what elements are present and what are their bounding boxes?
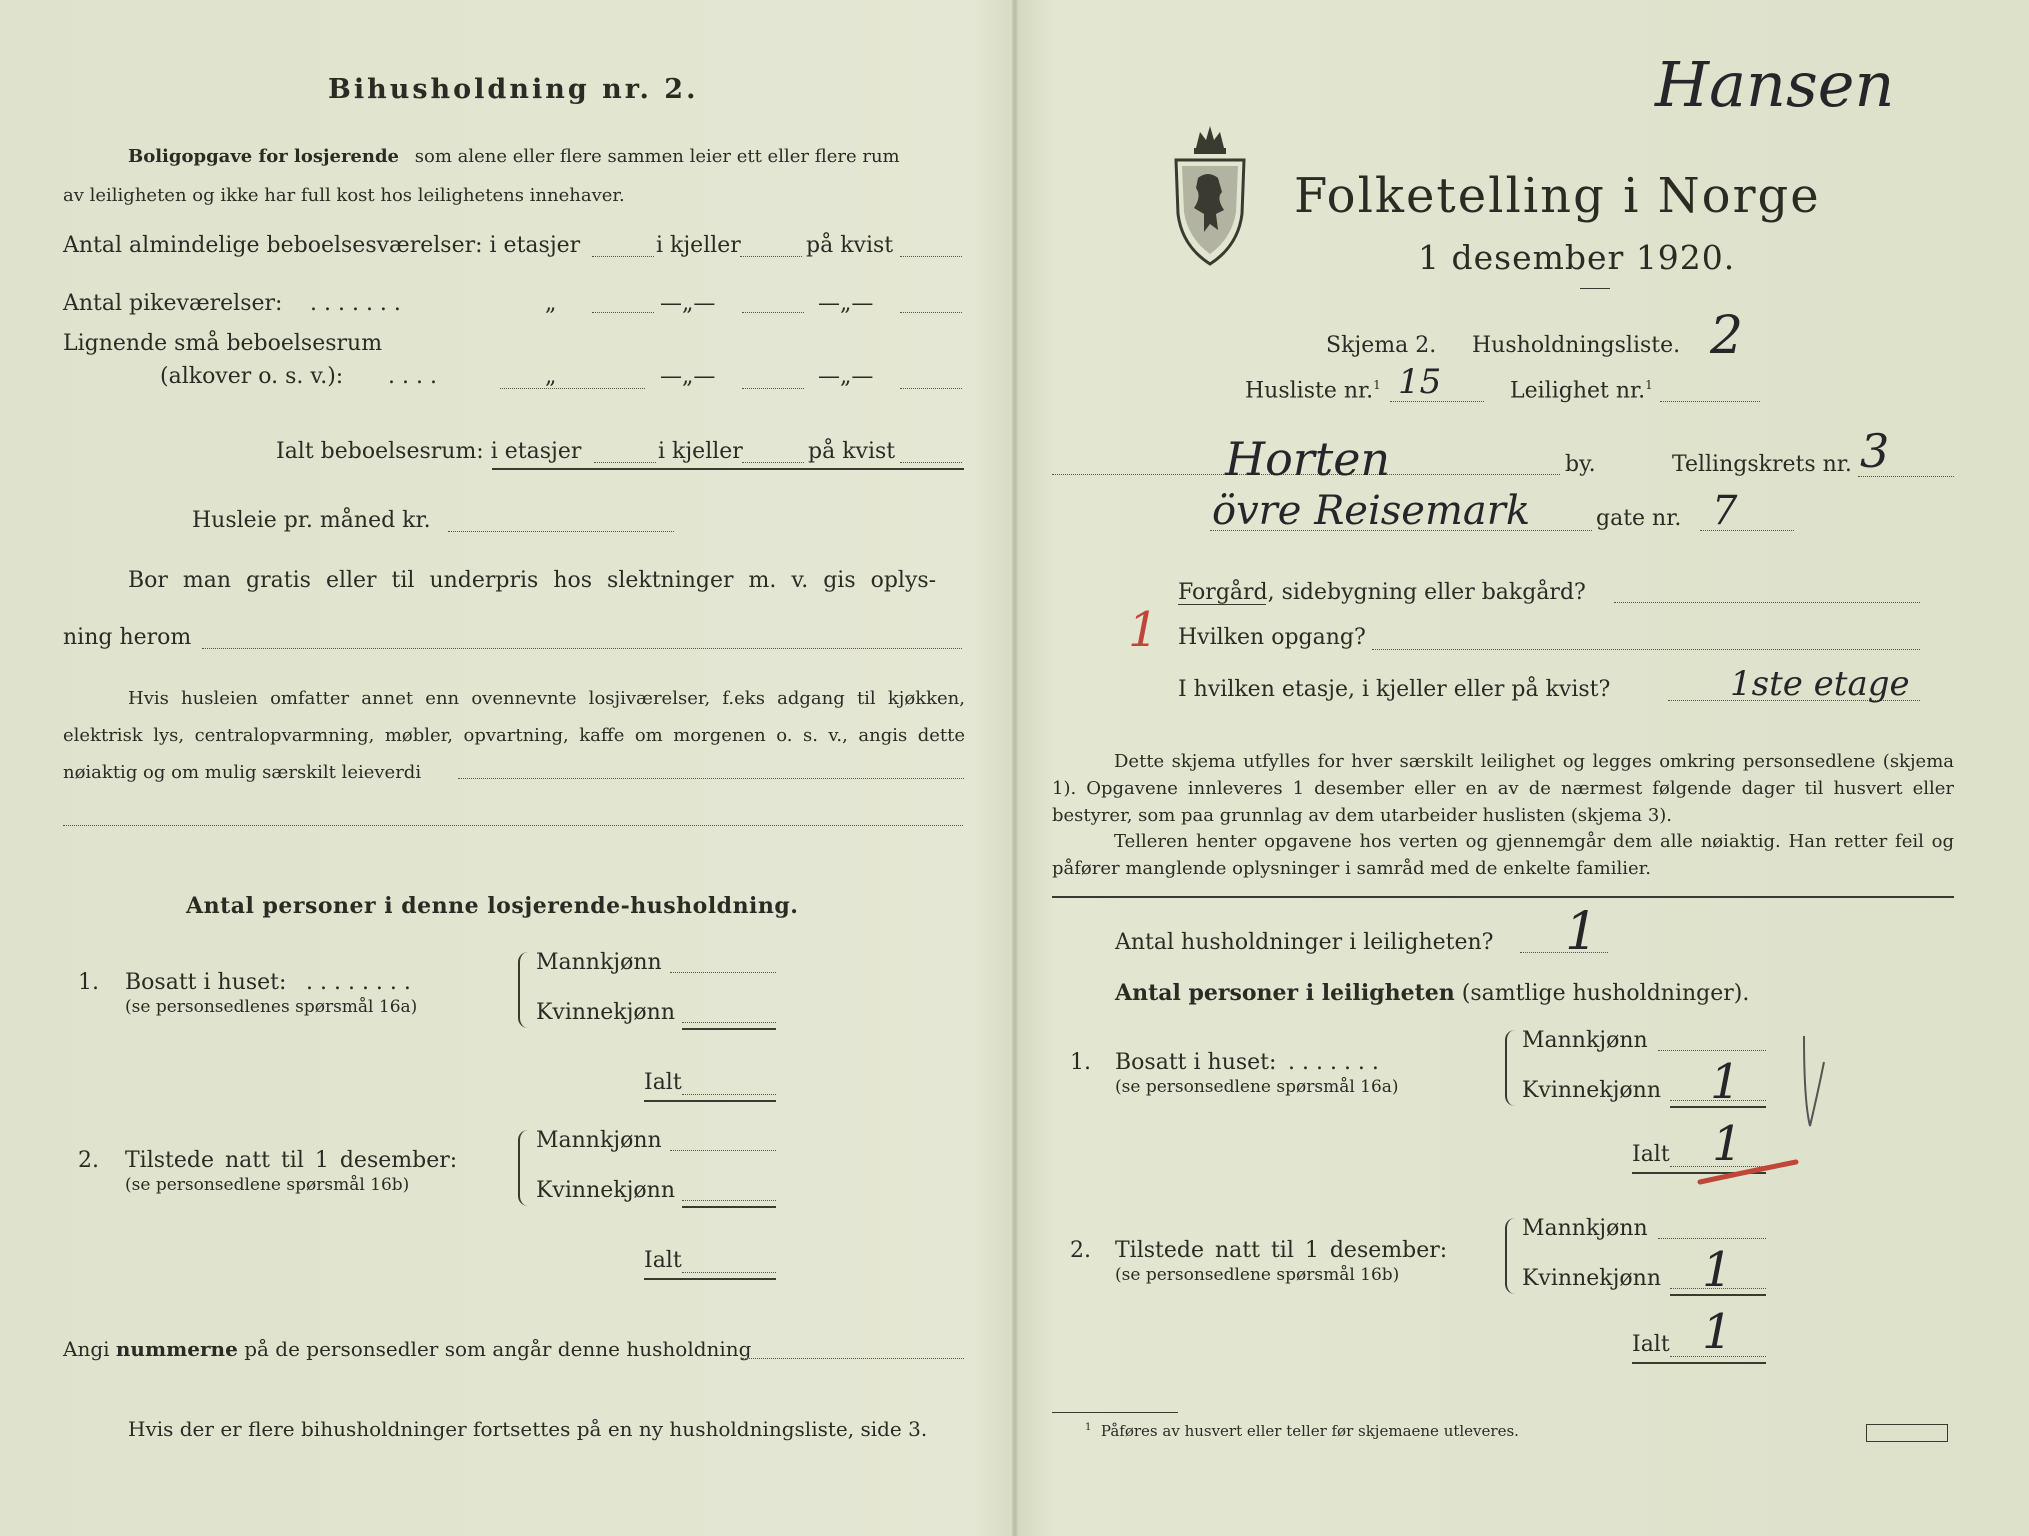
bor-line1: Bor man gratis eller til underpris hos slektninger m. v. gis oplys- (128, 568, 937, 593)
leieverdi-field-2[interactable] (63, 825, 963, 826)
tilstede-brace-left (518, 1130, 530, 1206)
tilstede-label-right: Tilstede natt til 1 desember: (1115, 1238, 1448, 1263)
ialt-rule (492, 468, 964, 470)
alkover-dots: . . . . (388, 364, 437, 389)
handwritten-gate: 7 (1712, 488, 1738, 534)
alkover-kvist-field[interactable] (900, 388, 962, 389)
instructions-1: Dette skjema utfylles for hver særskilt leilighet og legges omkring personsedlene (skjema 1). Opgavene innleveres 1 desember eller en av de nærmest følgende dager til husvert eller bestyrer, som paa grunnlag av dem utarbeider huslisten (skjema 3). (1052, 751, 1954, 826)
ialt-i-kjeller-label: i kjeller (658, 439, 743, 464)
bosatt-kvinne-field-left[interactable] (682, 1022, 776, 1023)
bosatt-dots-right: . . . . . . . (1288, 1050, 1379, 1075)
page-fold (1012, 0, 1018, 1536)
leilighet-field[interactable] (1660, 401, 1760, 402)
alkover-label: (alkover o. s. v.): (160, 364, 344, 389)
angi-field[interactable] (742, 1358, 964, 1359)
pike-kjeller-field[interactable] (742, 312, 804, 313)
bor-line2: ning herom (63, 625, 192, 650)
bosatt-note-left: (se personsedlenes spørsmål 16a) (125, 997, 418, 1017)
bor-field[interactable] (202, 648, 962, 649)
tilstede-brace-right (1505, 1218, 1517, 1294)
tilstede-ialt-rule-right (1632, 1362, 1766, 1364)
persons-title-right (1115, 980, 1749, 1006)
pike-dots: . . . . . . . (310, 291, 401, 316)
gate-label: gate nr. (1596, 506, 1682, 531)
handwritten-tilstede-ialt: 1 (1702, 1304, 1733, 1360)
antal-hush-label: Antal husholdninger i leiligheten? (1115, 930, 1494, 955)
angi-line (63, 1337, 751, 1361)
bosatt-rule-left (682, 1028, 776, 1030)
tilstede-kvinne-field-left[interactable] (682, 1200, 776, 1201)
hvis-text: Hvis husleien omfatter annet enn ovennevnte losjiværelser, f.eks adgang til kjøkken, elektrisk lys, centralopvarmning, møbler, opvartning, kaffe om morgenen o. s. v., angis dette nøiaktig og om mulig særskilt leieverdi (63, 688, 965, 783)
tilstede-mann-left: Mannkjønn (536, 1128, 662, 1153)
handwritten-bosatt-kvinne: 1 (1710, 1054, 1741, 1110)
bosatt-mann-right: Mannkjønn (1522, 1028, 1648, 1053)
norwegian-coat-of-arms-icon (1168, 118, 1252, 268)
handwritten-etasje: 1ste etage (1730, 664, 1910, 704)
printer-stamp (1866, 1424, 1948, 1442)
forgard-field[interactable] (1614, 602, 1920, 603)
footnote-rule (1052, 1412, 1178, 1413)
bosatt-brace-left (518, 952, 530, 1028)
tilstede-note-right: (se personsedlene spørsmål 16b) (1115, 1265, 1400, 1285)
persons-rest-right: (samtlige husholdninger). (1461, 981, 1750, 1006)
alkover-etasje-field[interactable] (500, 388, 645, 389)
bosatt-mann-field-left[interactable] (670, 972, 776, 973)
left-footer: Hvis der er flere bihusholdninger fortsettes på en ny husholdningsliste, side 3. (128, 1417, 928, 1441)
skjema-label: Skjema 2. (1326, 333, 1437, 358)
bosatt-label-left: Bosatt i huset: (125, 970, 287, 995)
by-label: by. (1565, 452, 1596, 477)
tilstede-mann-field-left[interactable] (670, 1150, 776, 1151)
tilstede-num-left: 2. (78, 1148, 99, 1173)
bosatt-dots-left: . . . . . . . . (306, 970, 411, 995)
bosatt-kvinne-left: Kvinnekjønn (536, 1000, 675, 1025)
ialt-etasjer-field[interactable] (594, 462, 656, 463)
angi-pre: Angi (63, 1337, 110, 1361)
handwritten-husholdninger: 1 (1565, 902, 1599, 962)
bosatt-num-left: 1. (78, 970, 99, 995)
tilstede-num-right: 2. (1070, 1238, 1091, 1263)
ialt-kvist-field[interactable] (900, 462, 962, 463)
bosatt-note-right: (se personsedlene spørsmål 16a) (1115, 1077, 1399, 1097)
intro-line2: av leiligheten og ikke har full kost hos leilighetens innehaver. (63, 185, 625, 206)
handwritten-husliste: 15 (1398, 362, 1442, 402)
paa-kvist-label: på kvist (806, 233, 894, 258)
pike-etasje-field[interactable] (592, 312, 654, 313)
left-title: Bihusholdning nr. 2. (328, 74, 699, 105)
etasjer-field[interactable] (592, 256, 654, 257)
tilstede-rule-left (682, 1206, 776, 1208)
date-underline (1580, 288, 1610, 289)
pike-kvist-field[interactable] (900, 312, 962, 313)
alkover-ditto-2: —„— (660, 364, 716, 389)
ialt-beboelse-label: Ialt beboelsesrum: i etasjer (276, 439, 582, 464)
right-title: Folketelling i Norge (1294, 168, 1821, 224)
opgang-field[interactable] (1372, 649, 1920, 650)
bosatt-num-right: 1. (1070, 1050, 1091, 1075)
husleie-field[interactable] (448, 531, 674, 532)
husleie-label: Husleie pr. måned kr. (192, 508, 431, 533)
forgard-underline (1178, 604, 1266, 605)
tilstede-ialt-left: Ialt (644, 1248, 682, 1273)
intro-rest: som alene eller flere sammen leier ett eller flere rum (414, 146, 900, 167)
handwritten-city: Horten (1225, 432, 1391, 486)
tilstede-kvinne-left: Kvinnekjønn (536, 1178, 675, 1203)
bosatt-ialt-right: Ialt (1632, 1142, 1670, 1167)
pencil-check-mark (1798, 1032, 1828, 1132)
husholdningsliste-label: Husholdningsliste. (1472, 333, 1681, 358)
alkover-kjeller-field[interactable] (742, 388, 804, 389)
bosatt-mann-left: Mannkjønn (536, 950, 662, 975)
opgang-label: Hvilken opgang? (1178, 625, 1366, 650)
instructions-2: Telleren henter opgavene hos verten og gjennemgår dem alle nøiaktig. Han retter feil og påfører manglende oplysninger i samråd med de enkelte familier. (1052, 831, 1954, 879)
pike-label: Antal pikeværelser: (63, 291, 283, 316)
bosatt-label-right: Bosatt i huset: (1115, 1050, 1277, 1075)
tilstede-label-left: Tilstede natt til 1 desember: (125, 1148, 458, 1173)
tilstede-ialt-right: Ialt (1632, 1332, 1670, 1357)
persons-title-left: Antal personer i denne losjerende-husholdning. (186, 893, 799, 919)
red-check-stroke (1696, 1158, 1800, 1188)
tellingskrets-label: Tellingskrets nr. (1672, 452, 1852, 477)
persons-bold-right: Antal personer i leiligheten (1115, 980, 1455, 1006)
etasje-label: I hvilken etasje, i kjeller eller på kvist? (1178, 677, 1611, 702)
intro-bold: Boligopgave for losjerende (128, 146, 400, 167)
lignende-label: Lignende små beboelsesrum (63, 331, 383, 356)
alkover-ditto-3: —„— (818, 364, 874, 389)
pike-ditto: „ (545, 291, 557, 316)
husliste-label: Husliste nr.$^1$ (1245, 378, 1381, 404)
i-kjeller-label: i kjeller (656, 233, 741, 258)
pike-ditto-3: —„— (818, 291, 874, 316)
forgard-label: Forgård, sidebygning eller bakgård? (1178, 580, 1586, 605)
intro-line1 (128, 146, 900, 167)
pike-ditto-2: —„— (660, 291, 716, 316)
tilstede-note-left: (se personsedlene spørsmål 16b) (125, 1175, 410, 1195)
red-forgard-mark: 1 (1128, 602, 1159, 658)
leilighet-label: Leilighet nr.$^1$ (1510, 378, 1653, 404)
angi-rest: på de personsedler som angår denne husholdning (244, 1337, 752, 1361)
bosatt-mann-field-right[interactable] (1658, 1050, 1766, 1051)
footnote: $^1$ Påføres av husvert eller teller før skjemaene utleveres. (1085, 1422, 1519, 1440)
handwritten-tilstede-kvinne: 1 (1702, 1242, 1733, 1298)
census-date: 1 desember 1920. (1418, 238, 1736, 277)
tilstede-kvinne-right: Kvinnekjønn (1522, 1266, 1661, 1291)
bosatt-kvinne-right: Kvinnekjønn (1522, 1078, 1661, 1103)
ialt-paa-kvist-label: på kvist (808, 439, 896, 464)
handwritten-name: Hansen (1655, 48, 1895, 121)
bosatt-brace-right (1505, 1030, 1517, 1106)
bosatt-ialt-field-left[interactable] (682, 1094, 776, 1095)
alkover-ditto: „ (545, 364, 557, 389)
bosatt-ialt-left: Ialt (644, 1070, 682, 1095)
handwritten-leilighet-top: 2 (1710, 306, 1744, 366)
ialt-kjeller-field[interactable] (742, 462, 804, 463)
antal-beboelse-label: Antal almindelige beboelsesværelser: i etasjer (63, 233, 581, 258)
tilstede-ialt-rule-left (644, 1278, 776, 1280)
tilstede-ialt-field-left[interactable] (682, 1272, 776, 1273)
leieverdi-field[interactable] (458, 778, 964, 779)
angi-bold: nummerne (115, 1337, 238, 1361)
tilstede-mann-right: Mannkjønn (1522, 1216, 1648, 1241)
tilstede-mann-field-right[interactable] (1658, 1238, 1766, 1239)
kvist-field[interactable] (900, 256, 962, 257)
bosatt-ialt-rule-left (644, 1100, 776, 1102)
handwritten-tellingskrets: 3 (1860, 424, 1890, 478)
instructions-rule (1052, 896, 1954, 898)
handwritten-bosatt-ialt: 1 (1712, 1116, 1743, 1172)
handwritten-street: övre Reisemark (1212, 488, 1531, 534)
kjeller-field[interactable] (740, 256, 802, 257)
